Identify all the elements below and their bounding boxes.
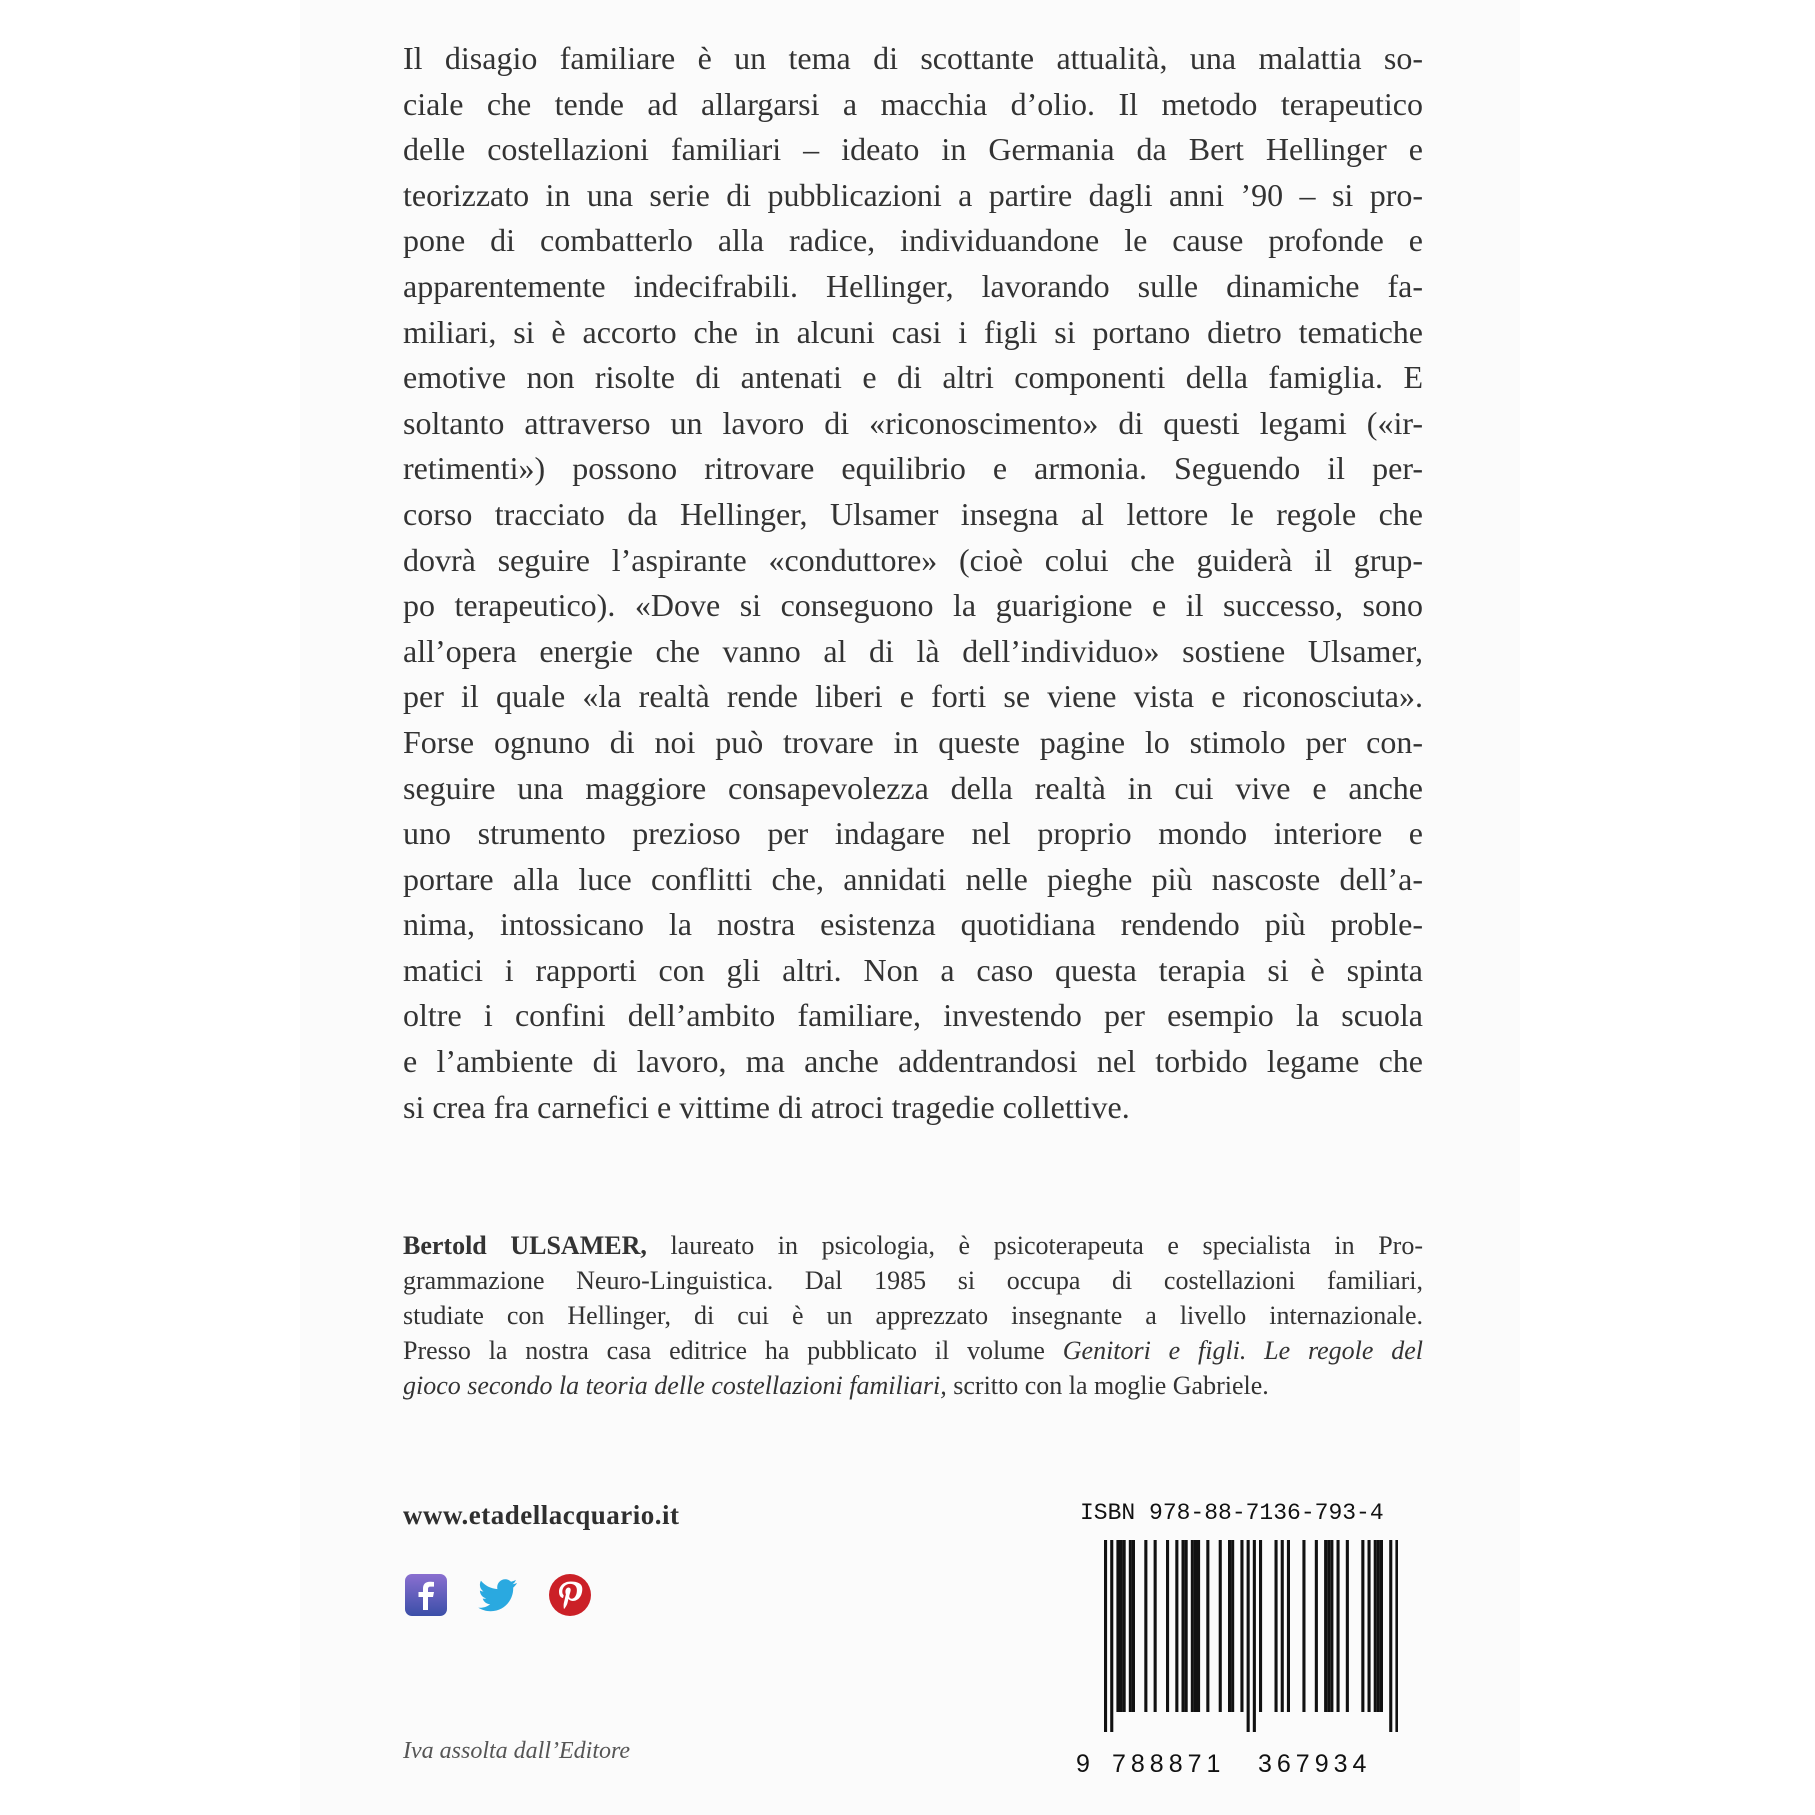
- blurb-line: per il quale «la realtà rende liberi e forti se viene vista e riconosciuta».: [403, 678, 1423, 715]
- blurb-line: si crea fra carnefici e vittime di atroci tragedie collettive.: [403, 1088, 1130, 1125]
- blurb-line: Il disagio familiare è un tema di scottante attualità, una malattia so-: [403, 40, 1423, 76]
- blurb-line: matici i rapporti con gli altri. Non a caso questa terapia si è spinta: [403, 951, 1423, 988]
- barcode-bar: [1324, 1540, 1327, 1712]
- author-bio: Bertold ULSAMER, laureato in psicologia, è psicoterapeuta e specialista in Pro- grammazione Neuro-Linguistica. Dal 1985 si occupa di costellazioni familiari, studiate con Hellinger, di cui è un apprezzato insegnante a livello internazionale. Presso la nostra casa editrice ha pubblicato il volume Genitori e figli. Le regole del gioco secondo la teoria delle costellazioni familiari, scritto con la moglie Gabriele.: [403, 1231, 1423, 1400]
- blurb-line: all’opera energie che vanno al di là dell’individuo» sostiene Ulsamer,: [403, 632, 1423, 669]
- blurb-line: e l’ambiente di lavoro, ma anche addentrandosi nel torbido legame che: [403, 1043, 1423, 1080]
- blurb-line: seguire una maggiore consapevolezza della realtà in cui vive e anche: [403, 769, 1423, 806]
- barcode-digits-left: 788871: [1112, 1750, 1226, 1778]
- barcode-bar: [1327, 1540, 1330, 1712]
- barcode-bar: [1337, 1540, 1340, 1712]
- barcode-bar: [1123, 1540, 1126, 1712]
- barcode-bar: [1259, 1540, 1262, 1712]
- barcode-bar: [1240, 1540, 1243, 1712]
- barcode-bar: [1275, 1540, 1278, 1712]
- bio-line: studiate con Hellinger, di cui è un apprezzato insegnante a livello internazionale.: [403, 1301, 1423, 1330]
- blurb-line: ciale che tende ad allargarsi a macchia d’olio. Il metodo terapeutico: [403, 85, 1423, 122]
- barcode-bar: [1247, 1540, 1250, 1732]
- blurb-line: corso tracciato da Hellinger, Ulsamer insegna al lettore le regole che: [403, 495, 1423, 532]
- blurb-line: pone di combatterlo alla radice, individuandone le cause profonde e: [403, 222, 1423, 259]
- blurb-line: uno strumento prezioso per indagare nel proprio mondo interiore e: [403, 815, 1423, 852]
- barcode-bar: [1374, 1540, 1377, 1712]
- barcode-bar: [1346, 1540, 1349, 1712]
- barcode-bar: [1253, 1540, 1256, 1732]
- barcode-bar: [1144, 1540, 1147, 1712]
- barcode-bar: [1368, 1540, 1371, 1712]
- social-icons: [403, 1572, 593, 1618]
- bio-line: grammazione Neuro-Linguistica. Dal 1985 si occupa di costellazioni familiari,: [403, 1266, 1423, 1295]
- publisher-website-link[interactable]: www.etadellacquario.it: [403, 1500, 680, 1530]
- barcode-bar: [1206, 1540, 1209, 1712]
- vat-note: Iva assolta dall’Editore: [403, 1738, 631, 1764]
- barcode-bar: [1281, 1540, 1284, 1712]
- blurb-line: soltanto attraverso un lavoro di «riconoscimento» di questi legami («ir-: [403, 404, 1423, 441]
- barcode-bar: [1175, 1540, 1178, 1712]
- barcode-digits-right: 367934: [1258, 1750, 1372, 1778]
- barcode-bar: [1389, 1540, 1392, 1732]
- book-title-continued: gioco secondo la teoria delle costellazioni familiari,: [403, 1371, 947, 1400]
- facebook-icon[interactable]: [403, 1572, 449, 1618]
- barcode-bar: [1191, 1540, 1194, 1712]
- barcode-bar: [1302, 1540, 1305, 1712]
- blurb-line: oltre i confini dell’ambito familiare, investendo per esempio la scuola: [403, 997, 1423, 1034]
- barcode-bar: [1182, 1540, 1185, 1712]
- barcode-bar: [1380, 1540, 1383, 1712]
- barcode-bar: [1116, 1540, 1119, 1712]
- blurb-line: po terapeutico). «Dove si conseguono la guarigione e il successo, sono: [403, 587, 1423, 624]
- blurb-line: portare alla luce conflitti che, annidati nelle pieghe più nascoste dell’a-: [403, 860, 1423, 897]
- isbn-label: ISBN 978-88-7136-793-4: [1080, 1500, 1384, 1526]
- barcode-bar: [1219, 1540, 1222, 1712]
- barcode-bar: [1110, 1540, 1113, 1732]
- barcode-bar: [1104, 1540, 1107, 1732]
- barcode-bar: [1129, 1540, 1132, 1712]
- twitter-icon[interactable]: [475, 1572, 521, 1618]
- barcode-bar: [1185, 1540, 1188, 1712]
- barcode-bar: [1330, 1540, 1333, 1712]
- blurb-line: apparentemente indecifrabili. Hellinger, lavorando sulle dinamiche fa-: [403, 267, 1423, 304]
- barcode-digit-first: 9: [1076, 1750, 1090, 1778]
- barcode-bar: [1132, 1540, 1135, 1712]
- blurb-text: [403, 36, 1423, 1130]
- barcode-bar: [1166, 1540, 1169, 1712]
- barcode-bar: [1228, 1540, 1231, 1712]
- blurb-line: nima, intossicano la nostra esistenza quotidiana rendendo più proble-: [403, 906, 1423, 943]
- barcode-bar: [1197, 1540, 1200, 1712]
- blurb-line: emotive non risolte di antenati e di altri componenti della famiglia. E: [403, 359, 1423, 396]
- barcode-bar: [1287, 1540, 1290, 1712]
- pinterest-icon[interactable]: [547, 1572, 593, 1618]
- blurb-line: dovrà seguire l’aspirante «conduttore» (cioè colui che guiderà il grup-: [403, 541, 1423, 578]
- blurb-line: retimenti») possono ritrovare equilibrio e armonia. Seguendo il per-: [403, 450, 1423, 487]
- blurb-line: miliari, si è accorto che in alcuni casi i figli si portano dietro tematiche: [403, 313, 1423, 350]
- barcode-bar: [1120, 1540, 1123, 1712]
- barcode-bar: [1377, 1540, 1380, 1712]
- barcode-bar: [1395, 1540, 1398, 1732]
- barcode-bar: [1154, 1540, 1157, 1712]
- author-name: Bertold ULSAMER,: [403, 1231, 647, 1260]
- barcode-bar: [1361, 1540, 1364, 1712]
- isbn-barcode: [1078, 1540, 1398, 1745]
- barcode-bar: [1315, 1540, 1318, 1712]
- book-title: Genitori e figli. Le regole del: [1062, 1336, 1423, 1365]
- barcode-bar: [1194, 1540, 1197, 1712]
- blurb-line: Forse ognuno di noi può trovare in queste pagine lo stimolo per con-: [403, 723, 1423, 760]
- blurb-line: teorizzato in una serie di pubblicazioni a partire dagli anni ’90 – si pro-: [403, 176, 1423, 213]
- blurb-line: delle costellazioni familiari – ideato in Germania da Bert Hellinger e: [403, 131, 1423, 168]
- barcode-bar: [1231, 1540, 1234, 1712]
